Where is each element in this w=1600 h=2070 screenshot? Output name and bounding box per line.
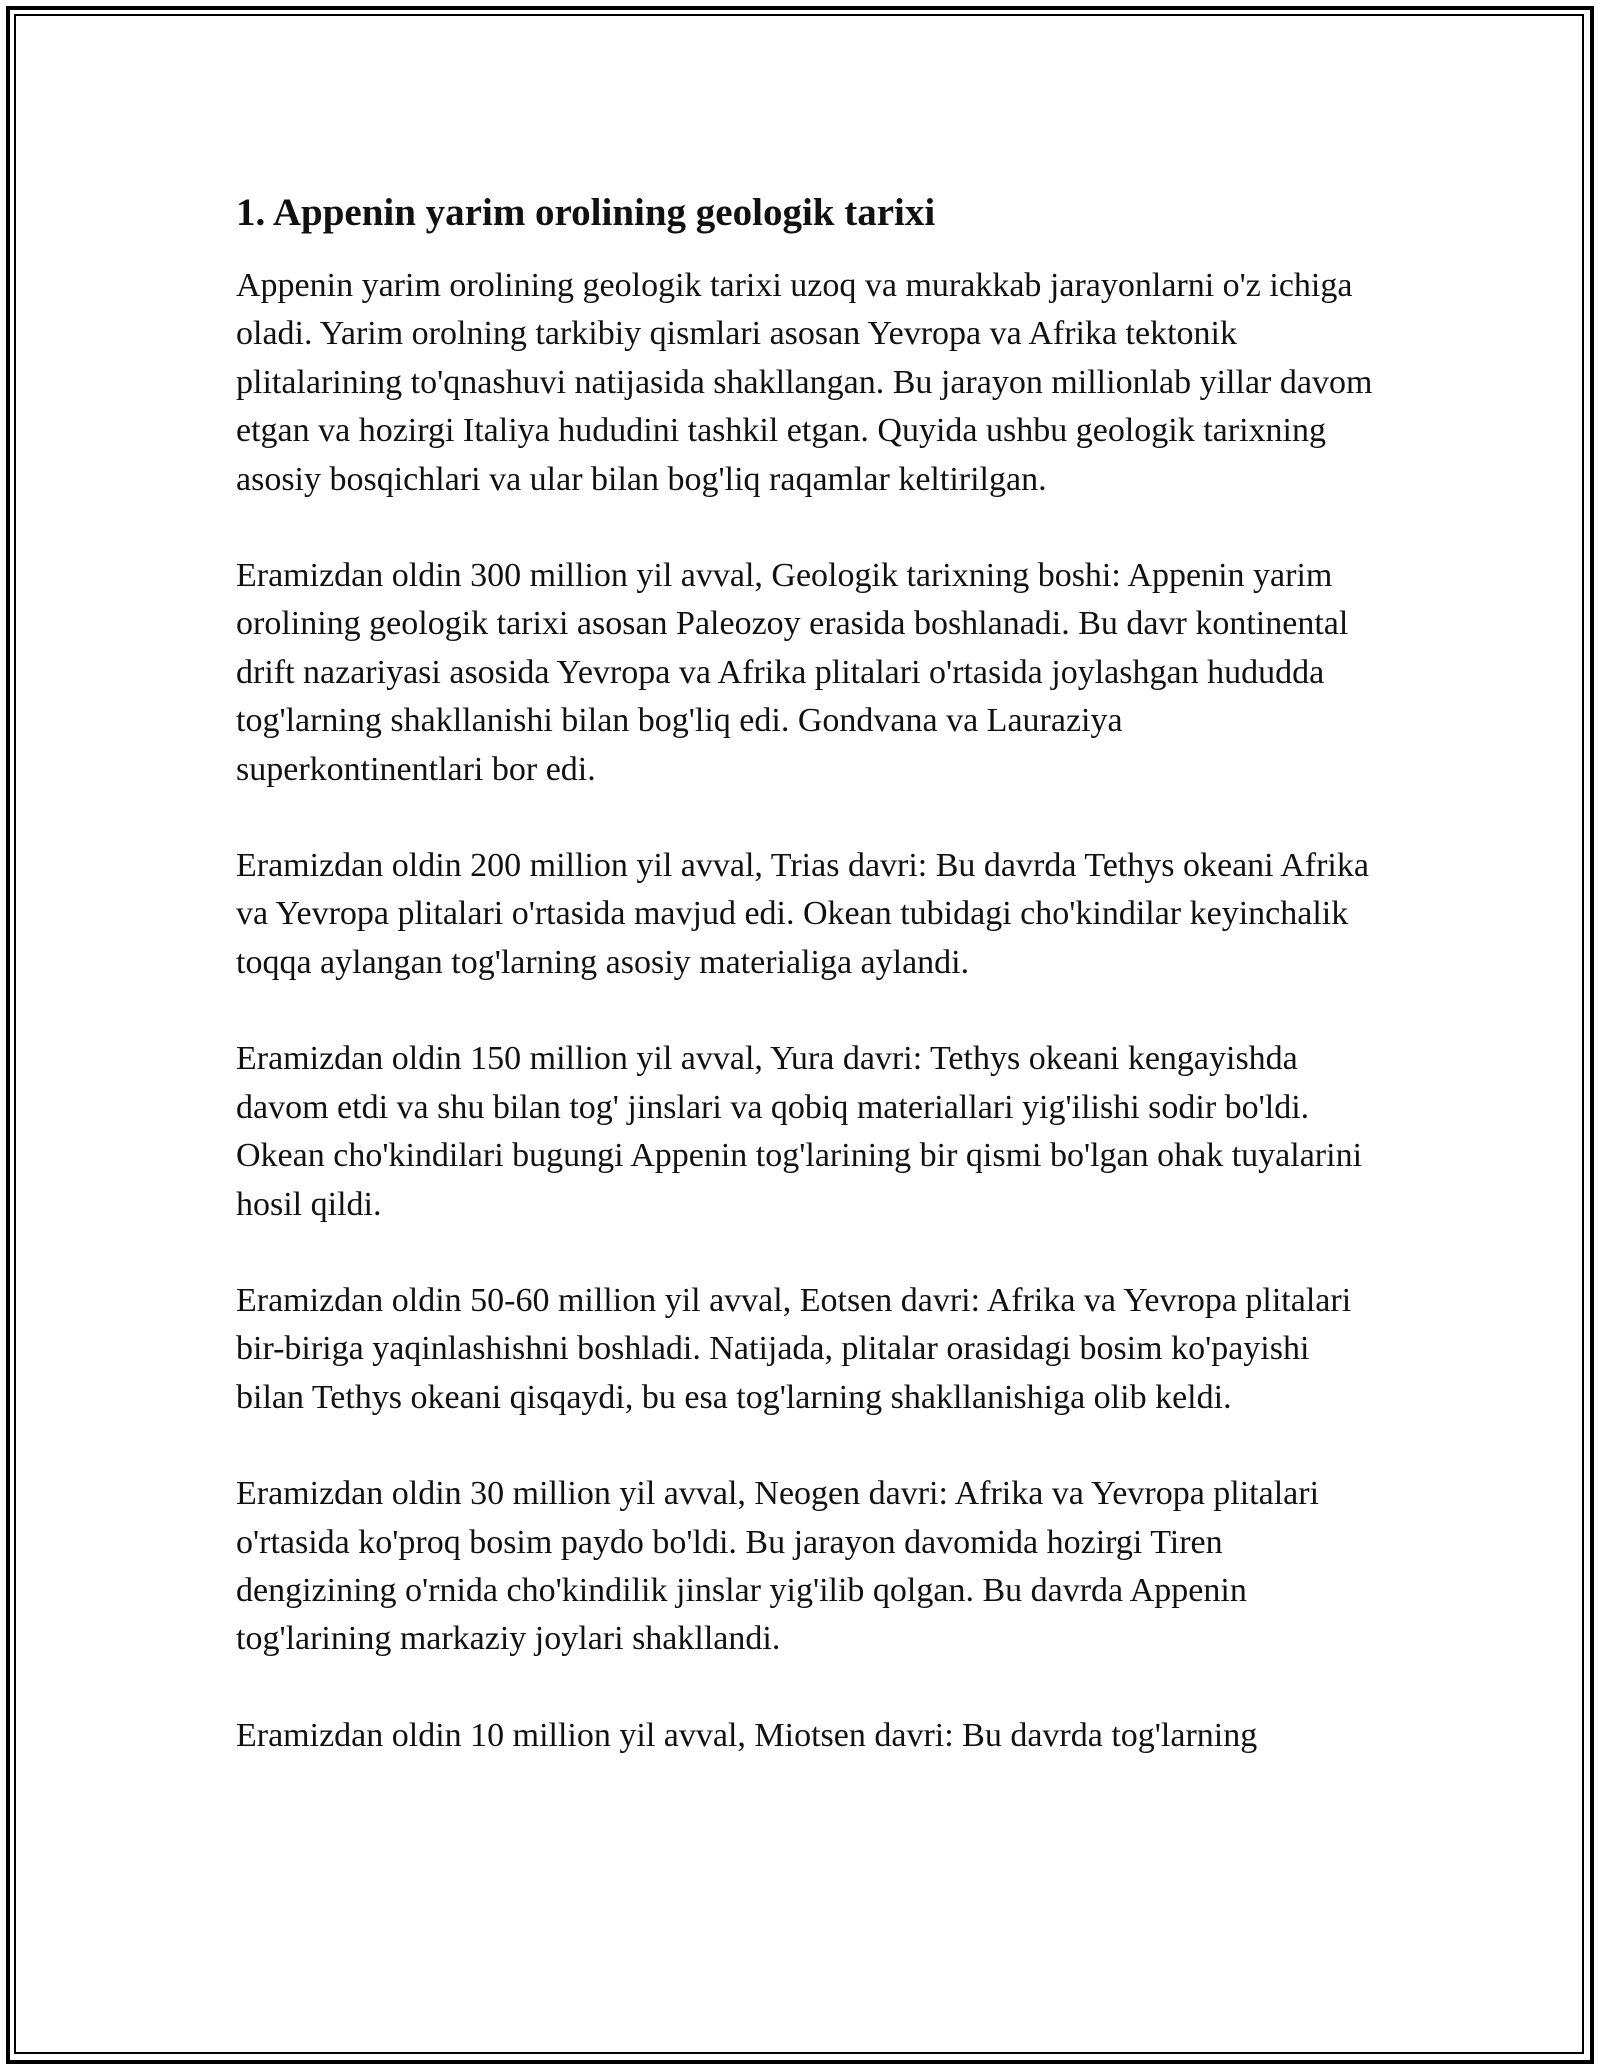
paragraph-150-million: Eramizdan oldin 150 million yil avval, Yura davri: Tethys okeani kengayishda davom etdi va shu bilan tog' jinslari va qobiq materiallari yig'ilishi sodir bo'ldi. Okean cho'kindilari bugungi Appenin tog'larining bir qismi bo'lgan ohak tuyalarini hosil qildi. (236, 1040, 1363, 1223)
section-heading: 1. Appenin yarim orolining geologik tarixi (236, 191, 936, 234)
paragraph-200-million: Eramizdan oldin 200 million yil avval, Trias davri: Bu davrda Tethys okeani Afrika va Yevropa plitalari o'rtasida mavjud edi. Okean tubidagi cho'kindilar keyinchalik toqqa aylangan tog'larning asosiy materialiga aylandi. (236, 847, 1369, 981)
paragraph-300-million: Eramizdan oldin 300 million yil avval, Geologik tarixning boshi: Appenin yarim orolining geologik tarixi asosan Paleozoy erasida boshlanadi. Bu davr kontinental drift nazariyasi asosida Yevropa va Afrika plitalari o'rtasida joylashgan hududda tog'larning shakllanishi bilan bog'liq edi. Gondvana va Lauraziya superkontinentlari bor edi. (236, 557, 1349, 788)
document-body (236, 184, 1376, 1808)
paragraph-intro: Appenin yarim orolining geologik tarixi uzoq va murakkab jarayonlarni o'z ichiga oladi. Yarim orolning tarkibiy qismlari asosan Yevropa va Afrika tektonik plitalarining to'qnashuvi natijasida shakllangan. Bu jarayon millionlab yillar davom etgan va hozirgi Italiya hududini tashkil etgan. Quyida ushbu geologik tarixning asosiy bosqichlari va ular bilan bog'liq raqamlar keltirilgan. (236, 267, 1373, 498)
paragraph-10-million: Eramizdan oldin 10 million yil avval, Miotsen davri: Bu davrda tog'larning (236, 1716, 1258, 1754)
paragraph-50-60-million: Eramizdan oldin 50-60 million yil avval, Eotsen davri: Afrika va Yevropa plitalari bir-biriga yaqinlashishni boshladi. Natijada, plitalar orasidagi bosim ko'payishi bilan Tethys okeani qisqaydi, bu esa tog'larning shakllanishiga olib keldi. (236, 1281, 1352, 1416)
paragraph-30-million: Eramizdan oldin 30 million yil avval, Neogen davri: Afrika va Yevropa plitalari o'rtasida ko'proq bosim paydo bo'ldi. Bu jarayon davomida hozirgi Tiren dengizining o'rnida cho'kindilik jinslar yig'ilib qolgan. Bu davrda Appenin tog'larining markaziy joylari shakllandi. (236, 1475, 1320, 1658)
